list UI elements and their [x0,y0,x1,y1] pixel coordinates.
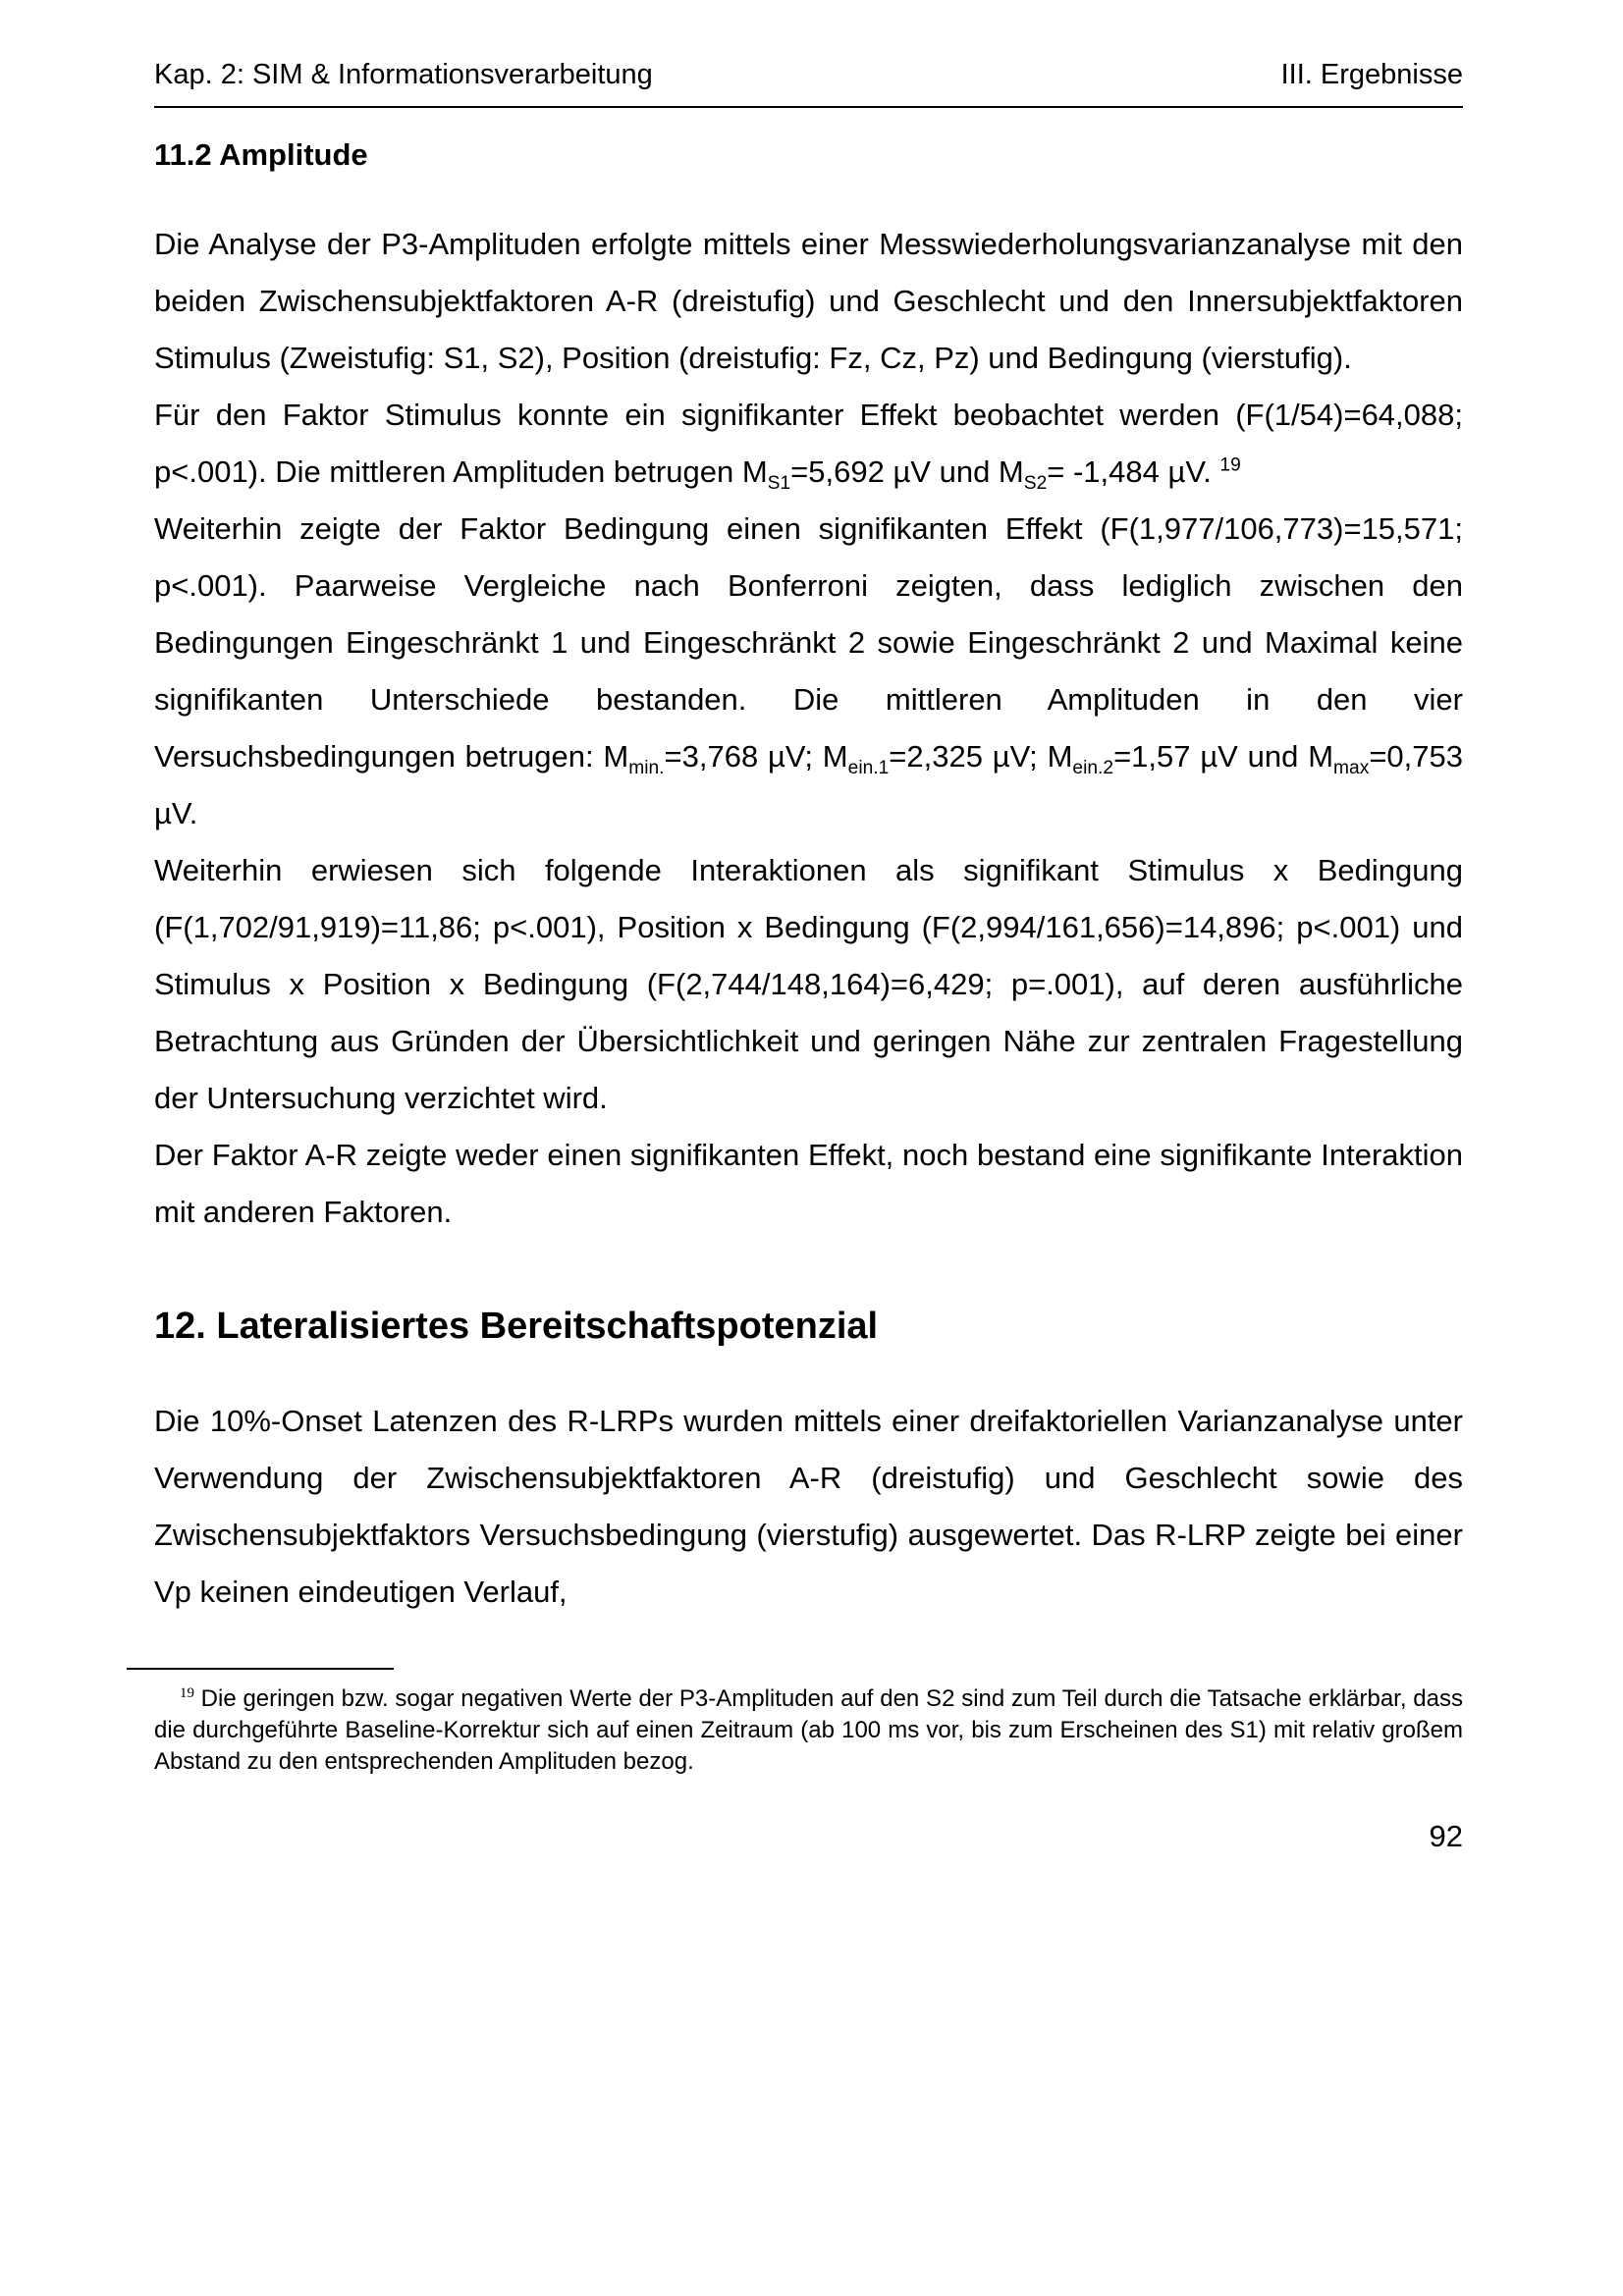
text-segment: Weiterhin zeigte der Faktor Bedingung einen signifikanten Effekt (F(1,977/106,773)=15,571; p<.001). Paarweise Vergleiche nach Bonferroni zeigten, dass lediglich zwischen den Bedingungen Eingeschränkt 1 und Eingeschränkt 2 sowie Eingeschränkt 2 und Maximal keine signifikanten Unterschiede bestanden. Die mittleren Amplituden in den vier Versuchsbedingungen betrugen: M [154,511,1463,774]
text-segment: Die 10%-Onset Latenzen des R-LRPs wurden mittels einer dreifaktoriellen Varianzanalyse unter Verwendung der Zwischensubjektfaktoren A-R (dreistufig) und Geschlecht sowie des Zwischensubjektfaktors Versuchsbedingung (vierstufig) ausgewertet. Das R-LRP zeigte bei einer Vp keinen eindeutigen Verlauf, [154,1404,1463,1609]
subscript-segment: ein.2 [1072,758,1114,779]
subscript-segment: S2 [1023,473,1048,495]
text-segment: Für den Faktor Stimulus konnte ein signifikanter Effekt beobachtet werden (F(1/54)=64,088; p<.001). Die mittleren Amplituden betrugen M [154,398,1463,489]
footnote-text [154,1683,1463,1778]
paragraph [154,842,1463,1127]
paragraph [154,501,1463,842]
section-11-2-body [154,216,1463,1241]
text-segment: =2,325 µV; M [889,739,1073,774]
section-title-11-2: 11.2 Amplitude [154,137,368,172]
text-segment: Die Analyse der P3-Amplituden erfolgte mittels einer Messwiederholungsvarianzanalyse mit den beiden Zwischensubjektfaktoren A-R (dreistufig) und Geschlecht und den Innersubjektfaktoren Stimulus (Zweistufig: S1, S2), Position (dreistufig: Fz, Cz, Pz) und Bedingung (vierstufig). [154,227,1463,375]
header-right: III. Ergebnisse [1280,59,1463,90]
paragraph [154,387,1463,501]
superscript-segment: 19 [1219,454,1241,476]
footnote [154,1668,1463,1778]
header-left: Kap. 2: SIM & Informationsverarbeitung [154,59,653,90]
text-segment: =5,692 µV und M [790,454,1024,489]
footnote-separator [127,1668,394,1670]
subscript-segment: max [1333,758,1370,779]
text-segment: = -1,484 µV. [1047,454,1220,489]
paragraph [154,216,1463,387]
page-header [154,57,1463,108]
text-segment: =0,753 µV. [154,739,1463,830]
text-segment: =1,57 µV und M [1113,739,1334,774]
footnote-marker: 19 [180,1685,194,1701]
text-segment: Der Faktor A-R zeigte weder einen signifikanten Effekt, noch bestand eine signifikante Interaktion mit anderen Faktoren. [154,1138,1463,1229]
footnote-body: Die geringen bzw. sogar negativen Werte der P3-Amplituden auf den S2 sind zum Teil durch die Tatsache erklärbar, dass die durchgeführte Baseline-Korrektur sich auf einen Zeitraum (ab 100 ms vor, bis zum Erscheinen des S1) mit relativ großem Abstand zu den entsprechenden Amplituden bezog. [154,1685,1463,1775]
text-segment: =3,768 µV; M [664,739,848,774]
section-12-body [154,1393,1463,1621]
subscript-segment: S1 [767,473,791,495]
paragraph [154,1127,1463,1241]
subscript-segment: ein.1 [847,758,890,779]
paragraph [154,1393,1463,1621]
section-title-12: 12. Lateralisiertes Bereitschaftspotenzial [154,1306,879,1347]
page-number: 92 [1429,1819,1463,1853]
subscript-segment: min. [628,758,665,779]
text-segment: Weiterhin erwiesen sich folgende Interaktionen als signifikant Stimulus x Bedingung (F(1,702/91,919)=11,86; p<.001), Position x Bedingung (F(2,994/161,656)=14,896; p<.001) und Stimulus x Position x Bedingung (F(2,744/148,164)=6,429; p=.001), auf deren ausführliche Betrachtung aus Gründen der Übersichtlichkeit und geringen Nähe zur zentralen Fragestellung der Untersuchung verzichtet wird. [154,853,1463,1115]
